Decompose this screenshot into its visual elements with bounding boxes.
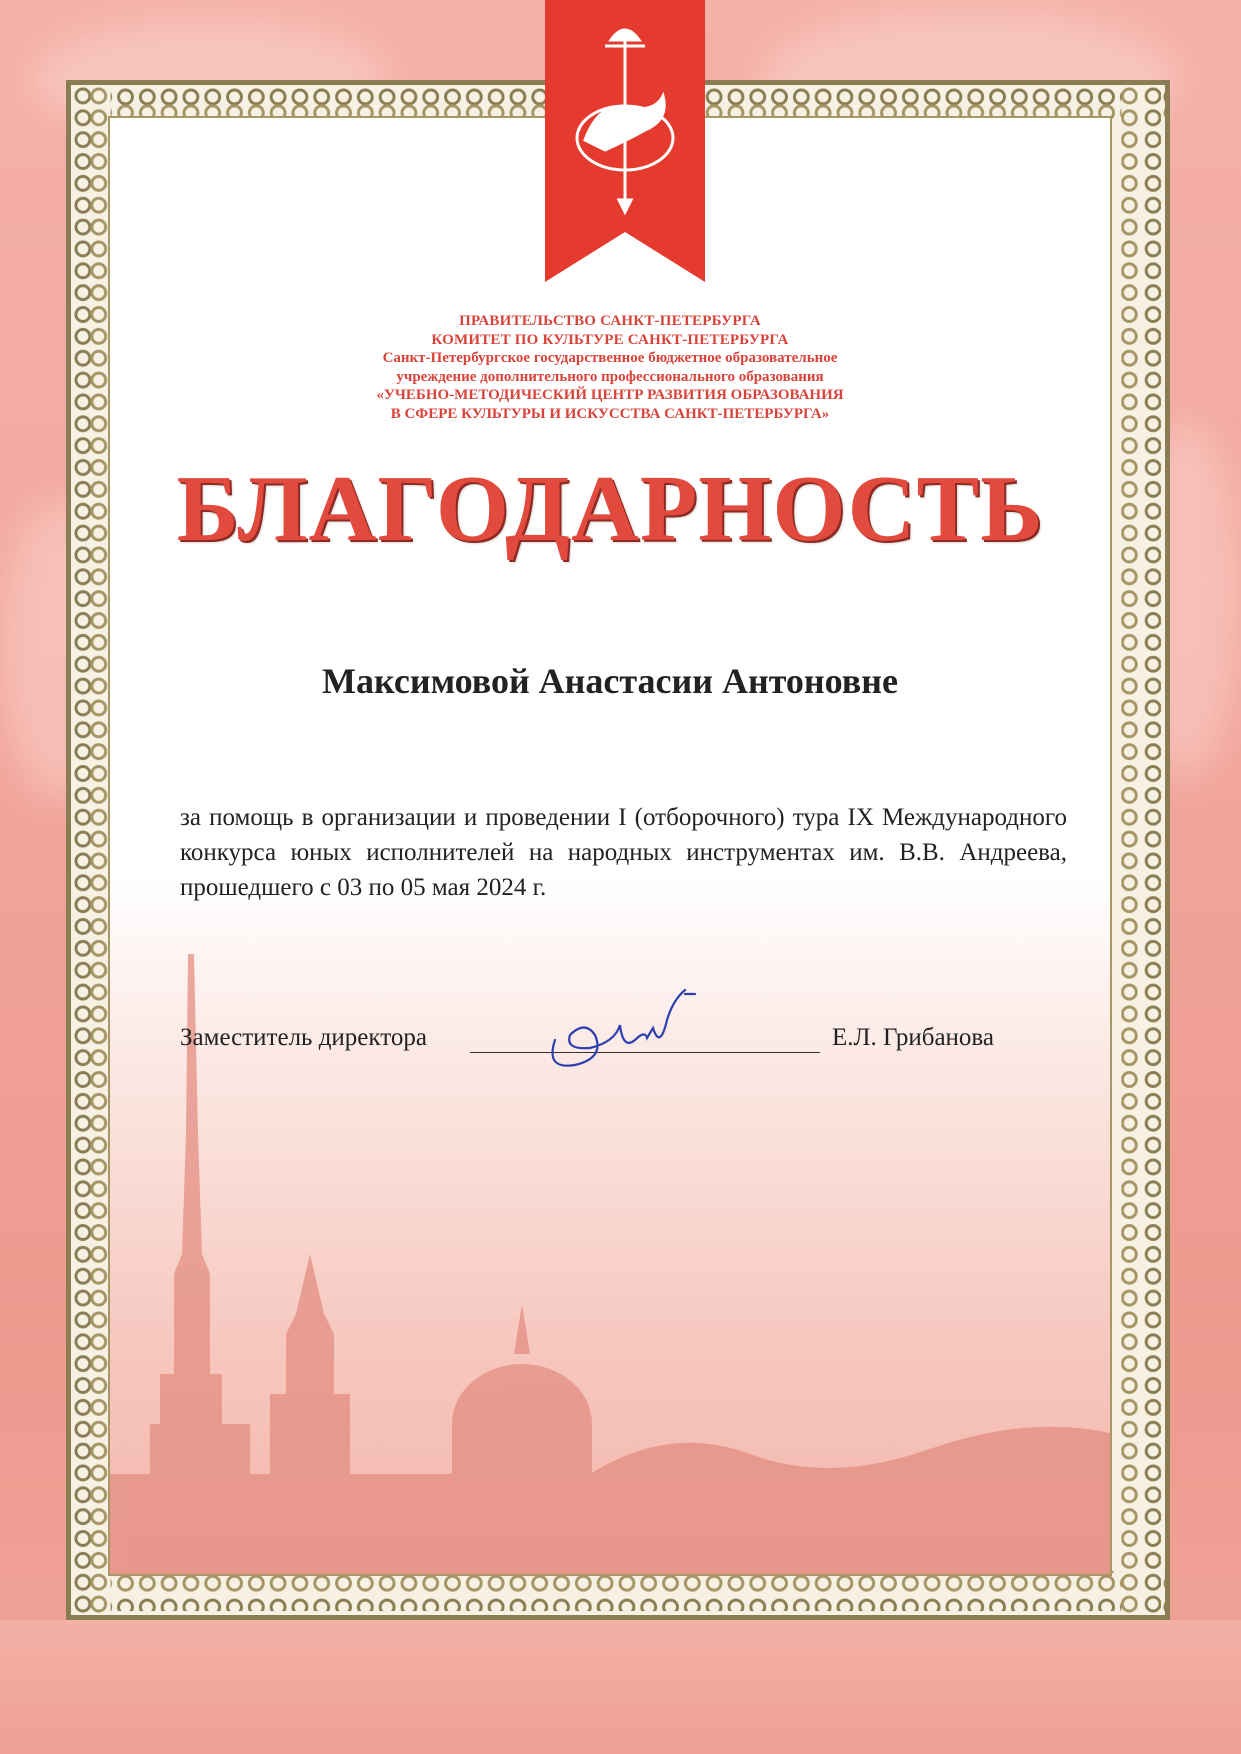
- org-center-line-1: «УЧЕБНО-МЕТОДИЧЕСКИЙ ЦЕНТР РАЗВИТИЯ ОБРАЗОВАНИЯ: [376, 387, 844, 403]
- org-institution-line-1: Санкт-Петербургское государственное бюджетное образовательное: [382, 350, 838, 366]
- org-government: ПРАВИТЕЛЬСТВО САНКТ-ПЕТЕРБУРГА: [459, 313, 761, 329]
- emblem-ribbon: [545, 0, 705, 282]
- org-committee: КОМИТЕТ ПО КУЛЬТУРЕ САНКТ-ПЕТЕРБУРГА: [431, 331, 789, 348]
- recipient-name: Максимовой Анастасии Антоновне: [322, 661, 898, 701]
- org-center-line-2: В СФЕРЕ КУЛЬТУРЫ И ИСКУССТВА САНКТ-ПЕТЕРБУРГА»: [390, 405, 830, 422]
- organization-header: [108, 312, 1112, 423]
- sea-background: [0, 1620, 1241, 1754]
- signatory-name: Е.Л. Грибанова: [832, 1024, 994, 1051]
- gratitude-text: за помощь в организации и проведении I (отборочного) тура IX Международного конкурса юных исполнителей на народных инструментах им. В.В. Андреева, прошедшего с 03 по 05 мая 2024 г.: [180, 804, 1067, 901]
- handwritten-signature: [535, 980, 715, 1080]
- certificate-title: БЛАГОДАРНОСТЬ: [176, 457, 1044, 561]
- signatory-position: Заместитель директора: [180, 1024, 427, 1051]
- org-institution-line-2: учреждение дополнительного профессионального образования: [396, 368, 824, 385]
